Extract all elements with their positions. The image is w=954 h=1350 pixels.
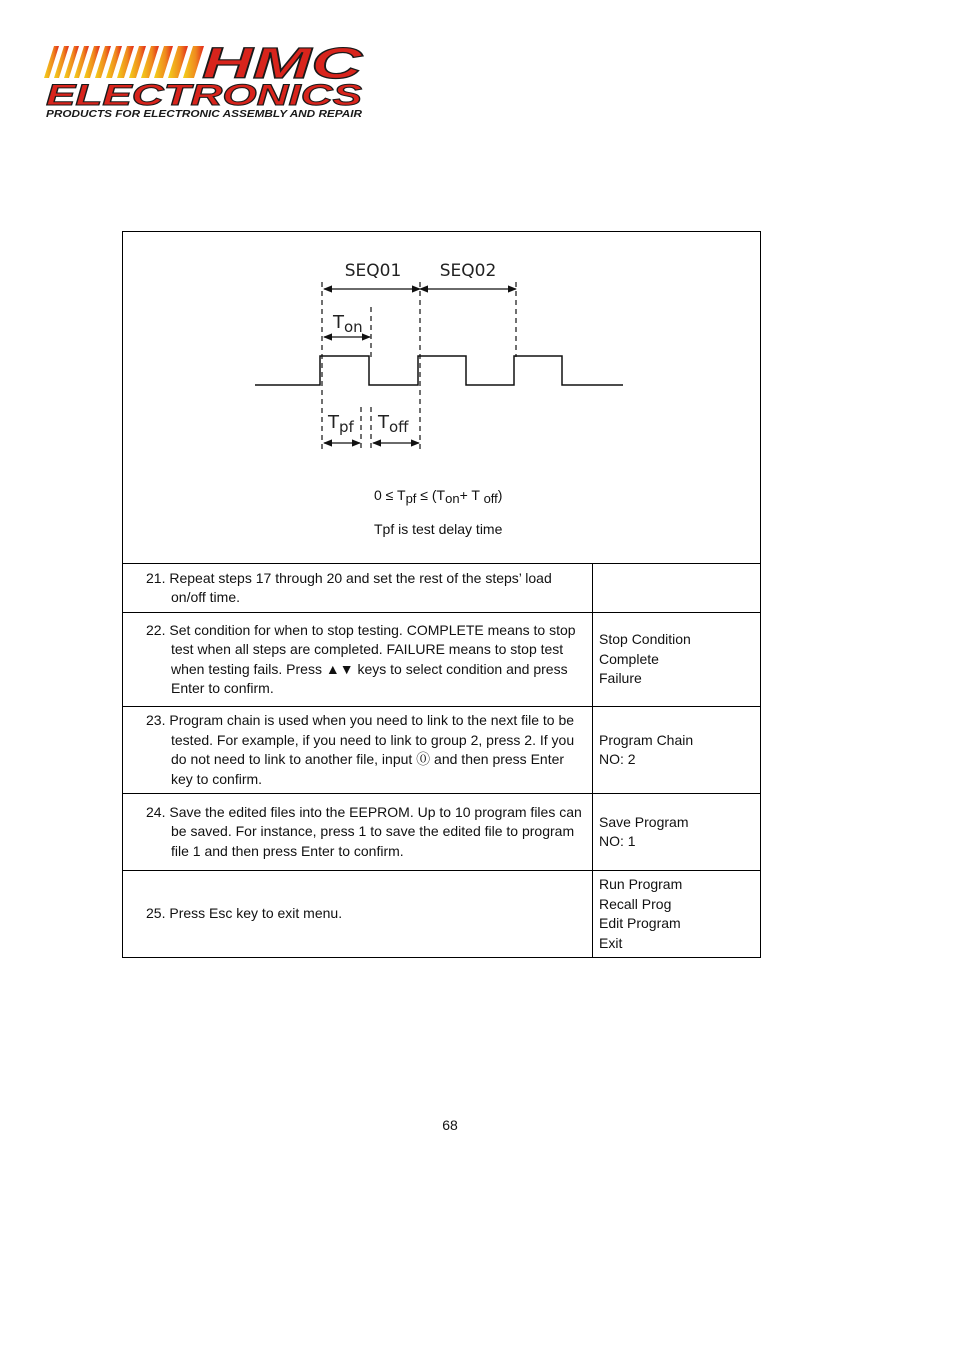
display-line: NO: 2 — [599, 751, 636, 767]
display-cell — [593, 564, 761, 613]
figure-row — [123, 232, 761, 564]
t-on-label: $T_{on}$ — [333, 312, 363, 336]
logo-electronics-text: ELECTRONICS — [46, 79, 362, 112]
step-text: 22. Set condition for when to stop testing. COMPLETE means to stop test when all steps are completed. FAILURE means to stop test when testing fails. Press ▲▼ keys to select condition and press Enter to confirm. — [146, 621, 576, 696]
tpf-note: Tpf is test delay time — [374, 521, 503, 537]
logo-tagline-text: PRODUCTS FOR ELECTRONIC ASSEMBLY AND REPAIR — [46, 109, 363, 120]
step-row-21 — [123, 564, 761, 613]
speed-stripes-graphic — [44, 46, 204, 78]
page-number: 68 — [442, 1117, 458, 1133]
pulse-waveform — [255, 356, 623, 385]
display-line: Exit — [599, 934, 623, 951]
display-line: Program Chain — [599, 731, 694, 748]
step-row-22 — [123, 613, 761, 707]
display-line: Edit Program — [599, 915, 681, 931]
t-pf-label: $T_{pf}$ — [328, 412, 354, 436]
step-text-cell — [123, 871, 593, 958]
company-logo — [42, 42, 366, 120]
display-line: Failure — [599, 670, 642, 687]
step-text: 21. Repeat steps 17 through 20 and set the rest of the steps’ load on/off time. — [146, 569, 552, 605]
display-line: Run Program — [599, 876, 683, 892]
display-line: Recall Prog — [599, 895, 672, 912]
step-text-cell — [123, 707, 593, 794]
step-text: 24. Save the edited files into the EEPROM. Up to 10 program files can be saved. For instance, press 1 to save the edited file to program file 1 and then press Enter to confirm. — [146, 803, 582, 859]
timing-diagram-cell — [123, 232, 761, 564]
step-text-cell — [123, 794, 593, 871]
step-row-23 — [123, 707, 761, 794]
display-line: Complete — [599, 650, 659, 667]
t-off-label: $T_{off}$ — [378, 412, 409, 436]
step-row-25 — [123, 871, 761, 958]
logo-brand-text: HMC — [202, 42, 364, 88]
timing-formula: 0 ≤ Tpf ≤ (Ton+ T off) — [374, 487, 503, 506]
step-row-24 — [123, 794, 761, 871]
step-text: 25. Press Esc key to exit menu. — [146, 905, 343, 922]
seq02-label: SEQ02 — [439, 261, 497, 281]
display-line: NO: 1 — [599, 833, 636, 849]
seq01-label: SEQ01 — [344, 261, 402, 281]
step-text: 23. Program chain is used when you need to link to the next file to be tested. For example, if you need to link to group 2, press 2. If you do not need to link to another file, input ⓪ and then press Enter key to confirm. — [146, 712, 575, 787]
step-text-cell — [123, 564, 593, 613]
display-cell — [593, 871, 761, 958]
procedure-table — [122, 231, 761, 958]
display-cell — [593, 613, 761, 707]
display-cell — [593, 707, 761, 794]
timing-diagram — [123, 232, 759, 563]
display-line: Stop Condition — [599, 631, 691, 648]
display-cell — [593, 794, 761, 871]
step-text-cell — [123, 613, 593, 707]
display-line: Save Program — [599, 813, 689, 830]
